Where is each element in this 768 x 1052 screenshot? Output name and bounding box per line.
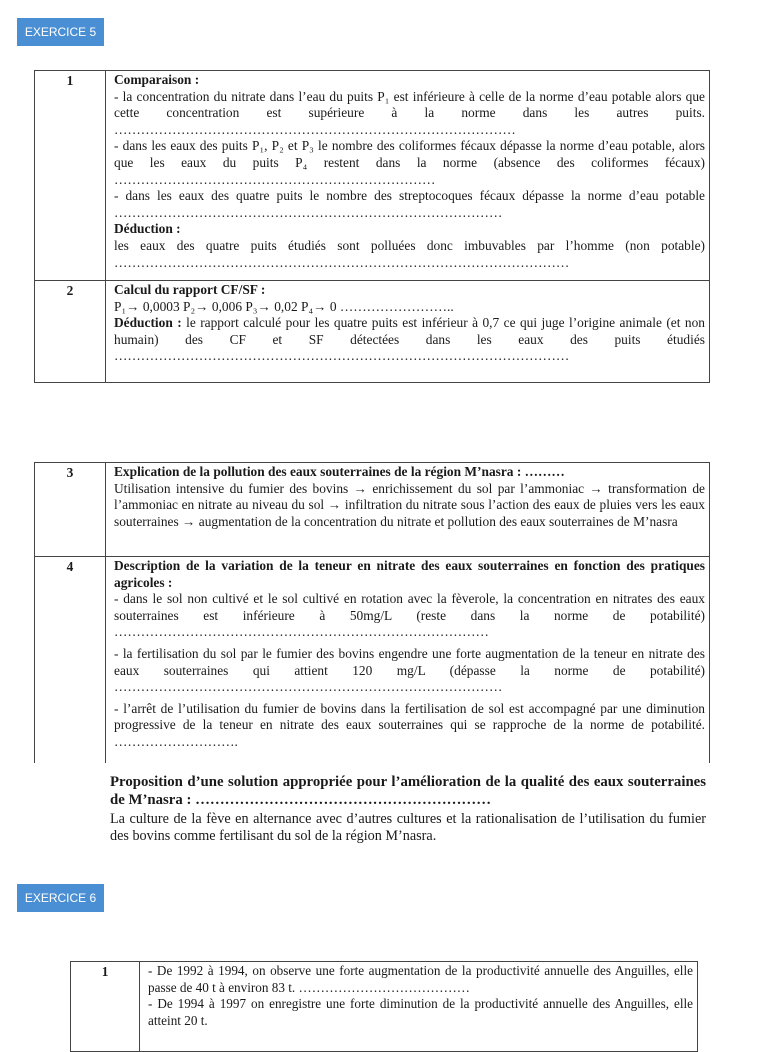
proposal-title: Proposition d’une solution appropriée pour l’amélioration de la qualité des eaux souterraines de M’nasra : …………………………………………………… [110,774,706,808]
question-number: 1 [35,71,106,281]
answer-cell [106,463,710,557]
answer-paragraph: - la concentration du nitrate dans l’eau du puits P₁ est inférieure à celle de la norme d’eau potable alors que cette concentration est supérieure à la norme dans les autres puits. ……………………………………………………………………………… [114,88,705,137]
question-number: 2 [35,281,106,383]
question-number: 3 [35,463,106,557]
deduction-text: le rapport calculé pour les quatre puits est inférieur à 0,7 ce qui juge l’origine animale (et non humain) des CF et SF détectées dans les eaux des puits étudiés ………………………………………………………………………………………… [114,315,705,364]
answer-paragraph: - l’arrêt de l’utilisation du fumier de bovins dans la fertilisation de sol est accompagné par une diminution progressive de la teneur en nitrate des eaux souterraines qui se rapproche de la norme de potabilité. ………………………. [114,700,705,749]
answer-cell [140,962,698,1052]
table-row [35,557,710,763]
table-row [71,962,698,1052]
answer-cell [106,281,710,383]
answer-table-1 [34,70,710,383]
answer-paragraph: - dans les eaux des puits P₁, P₂ et P₃ le nombre des coliformes fécaux dépasse la norme d’eau potable, alors que les eaux du puits P₄ restent dans la norme (absence des coliformes fécaux) ……………………………………………………………… [114,138,705,187]
answer-paragraph: - dans le sol non cultivé et le sol cultivé en rotation avec la fèverole, la concentration en nitrates des eaux souterraines est inférieure à 50mg/L (reste dans la norme de potabilité) ………………………………………………………………………… [114,591,705,640]
exercise-6-label: EXERCICE 6 [17,884,104,912]
answer-paragraph: - De 1994 à 1997 on enregistre une forte diminution de la productivité annuelle des Anguilles, elle atteint 20 t. [148,996,693,1028]
table-row [35,463,710,557]
solution-proposal [110,773,706,845]
answer-paragraph: - la fertilisation du sol par le fumier des bovins engendre une forte augmentation de la teneur en nitrate des eaux souterraines qui attient 120 mg/L (dépasse la norme de potabilité) …………………………………………………………………………… [114,645,705,695]
answer-paragraph [114,315,705,365]
exercise-5-label: EXERCICE 5 [17,18,104,46]
answer-paragraph: - De 1992 à 1994, on observe une forte augmentation de la productivité annuelle des Anguilles, elle passe de 40 t à environ 83 t. ………………………………… [148,963,693,995]
answer-cell [106,557,710,763]
answer-paragraph: - dans les eaux des quatre puits le nombre des streptocoques fécaux dépasse la norme d’eau potable …………………………………………………………………………… [114,188,705,220]
ratio-values: P₁→ 0,0003 P₂→ 0,006 P₃→ 0,02 P₄→ 0 …………………….. [114,298,454,314]
answer-paragraph: les eaux des quatre puits étudiés sont polluées donc imbuvables par l’homme (non potable) ………………………………………………………………………………………… [114,237,705,270]
section-heading: Calcul du rapport CF/SF : [114,282,266,297]
question-number: 4 [35,557,106,763]
answer-table-2 [34,462,710,763]
section-heading: Comparaison : [114,72,200,87]
proposal-text: La culture de la fève en alternance avec d’autres cultures et la rationalisation de l’utilisation du fumier des bovins comme fertilisant du sol de la région M’nasra. [110,811,706,844]
answer-cell [106,71,710,281]
table-row [35,281,710,383]
table-row [35,71,710,281]
section-heading: Explication de la pollution des eaux souterraines de la région M’nasra : ……… [114,464,565,479]
question-number: 1 [71,962,140,1052]
section-heading: Description de la variation de la teneur en nitrate des eaux souterraines en fonction des pratiques agricoles : [114,558,705,590]
deduction-label: Déduction : [114,315,182,331]
answer-table-3 [70,961,698,1052]
answer-paragraph: Utilisation intensive du fumier des bovins → enrichissement du sol par l’ammoniac → transformation de l’ammoniac en nitrate au niveau du sol → infiltration du nitrate sous l’action des eaux de pluies vers les eaux souterraines → augmentation de la concentration du nitrate et pollution des eaux souterraines de M’nasra [114,480,705,529]
section-heading: Déduction : [114,221,181,237]
